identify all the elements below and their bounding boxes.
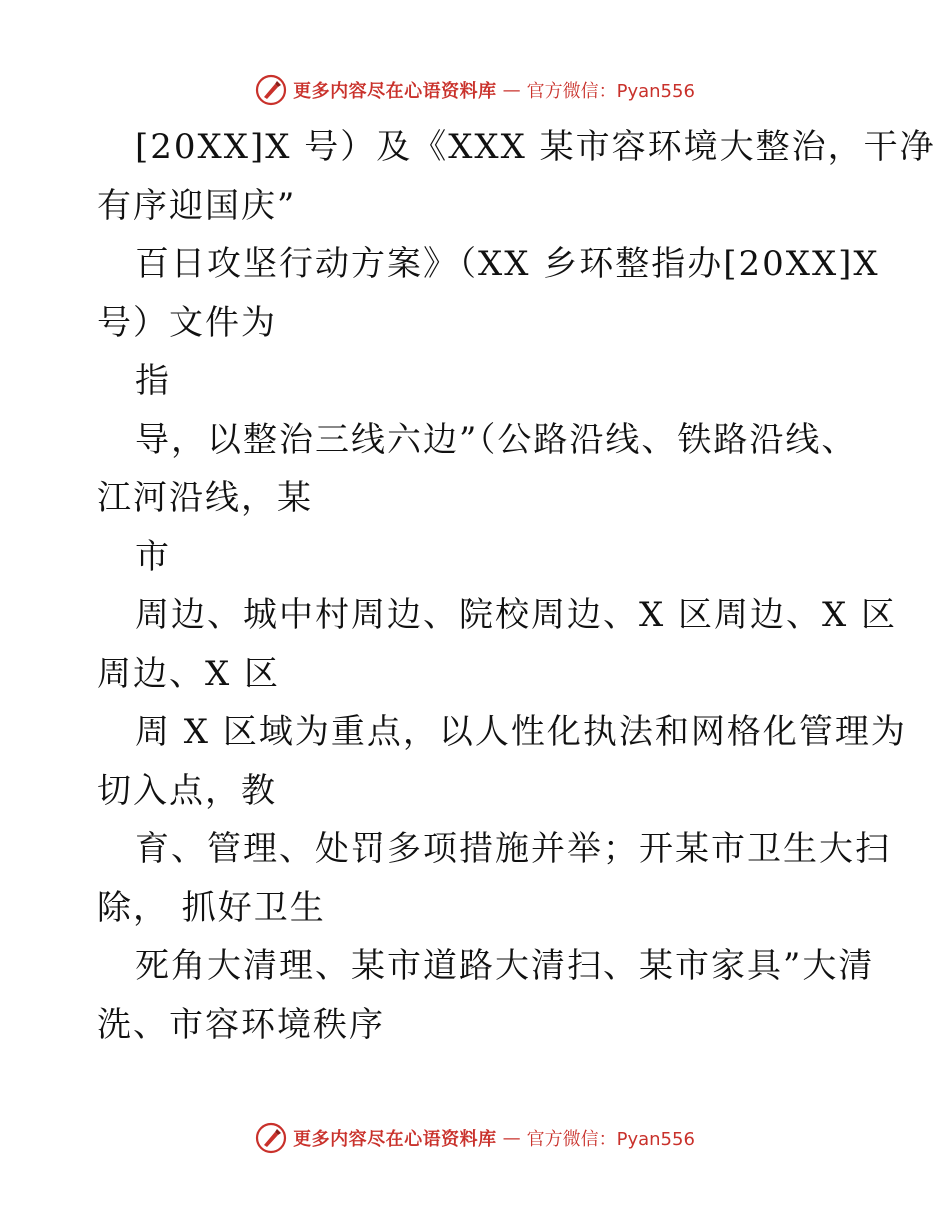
header-wechat-text: 官方微信：Pyan556 (526, 81, 695, 102)
page-footer (0, 1118, 950, 1158)
document-body (97, 118, 936, 1054)
footer-wechat-text: 官方微信：Pyan556 (526, 1129, 695, 1150)
body-line: 市 (135, 536, 171, 577)
body-line: 切入点，教 (97, 770, 277, 811)
body-line: 指 (135, 361, 171, 401)
footer-brand-text: 更多内容尽在心语资料库 (293, 1129, 497, 1150)
body-line: 导，以整治三线六边”（公路沿线、铁路沿线、 (135, 419, 858, 460)
footer-brand (255, 1122, 695, 1154)
page-header (0, 70, 950, 110)
body-line: [20XX]X 号）及《XXX 某市容环境大整治，干净 (135, 127, 936, 167)
pen-logo-icon (255, 1122, 287, 1154)
footer-separator: — (502, 1127, 521, 1149)
body-line: 周边、城中村周边、院校周边、X 区周边、X 区 (135, 595, 898, 635)
pen-logo-icon (255, 74, 287, 106)
body-line: 死角大清理、某市道路大清扫、某市家具”大清 (135, 946, 875, 986)
body-line: 号）文件为 (97, 302, 277, 343)
header-brand (255, 74, 695, 106)
body-line: 江河沿线，某 (97, 478, 313, 518)
body-line: 周边、X 区 (97, 653, 281, 694)
body-line: 有序迎国庆” (97, 185, 297, 226)
body-line: 育、管理、处罚多项措施并举；开某市卫生大扫 (135, 829, 891, 869)
header-separator: — (502, 79, 521, 101)
header-brand-text: 更多内容尽在心语资料库 (293, 81, 497, 102)
body-line: 百日攻坚行动方案》（XX 乡环整指办[20XX]X (135, 244, 880, 284)
body-line: 周 X 区域为重点，以人性化执法和网格化管理为 (135, 712, 907, 752)
body-line: 洗、市容环境秩序 (97, 1004, 385, 1045)
body-line: 除， 抓好卫生 (97, 887, 326, 928)
